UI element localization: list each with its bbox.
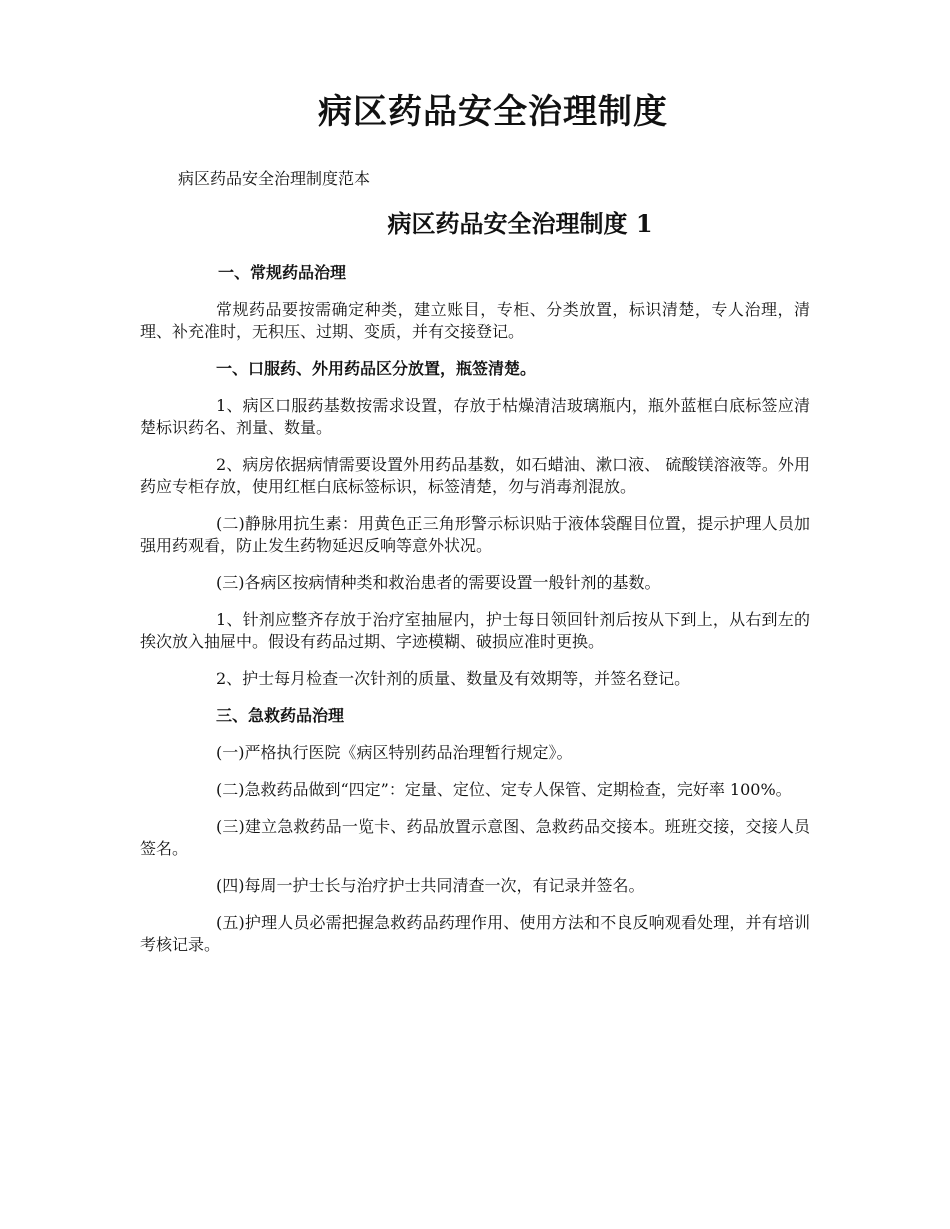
document-subtitle: 病区药品安全治理制度范本 xyxy=(178,169,371,188)
body-paragraph: (三)建立急救药品一览卡、药品放置示意图、急救药品交接本。班班交接，交接人员签名。 xyxy=(140,817,810,858)
section-heading: 一、口服药、外用药品区分放置，瓶签清楚。 xyxy=(216,359,537,378)
document-body xyxy=(140,262,810,971)
body-paragraph: (二)急救药品做到“四定”：定量、定位、定专人保管、定期检查，完好率 100%。 xyxy=(216,780,792,799)
body-paragraph: (五)护理人员必需把握急救药品药理作用、使用方法和不良反响观看处理，并有培训考核记录。 xyxy=(140,913,810,954)
body-paragraph: (二)静脉用抗生素：用黄色正三角形警示标识贴于液体袋醒目位置，提示护理人员加强用药观看，防止发生药物延迟反响等意外状况。 xyxy=(140,514,810,555)
body-paragraph: (四)每周一护士长与治疗护士共同清查一次，有记录并签名。 xyxy=(216,876,645,895)
section-heading: 一、常规药品治理 xyxy=(218,263,347,282)
body-paragraph: 2、病房依据病情需要设置外用药品基数，如石蜡油、漱口液、 硫酸镁溶液等。外用药应专柜存放，使用红框白底标签标识，标签清楚，勿与消毒剂混放。 xyxy=(140,455,810,496)
body-paragraph: 常规药品要按需确定种类，建立账目，专柜、分类放置，标识清楚，专人治理，清理、补充准时，无积压、过期、变质，并有交接登记。 xyxy=(140,300,810,341)
body-paragraph: (一)严格执行医院《病区特别药品治理暂行规定》。 xyxy=(216,743,573,762)
section-heading: 三、急救药品治理 xyxy=(216,706,345,725)
document-title: 病区药品安全治理制度 xyxy=(318,92,668,132)
body-paragraph: 1、病区口服药基数按需求设置，存放于枯燥清洁玻璃瓶内，瓶外蓝框白底标签应清楚标识药名、剂量、数量。 xyxy=(140,396,810,437)
body-paragraph: 1、针剂应整齐存放于治疗室抽屉内，护士每日领回针剂后按从下到上，从右到左的挨次放入抽屉中。假设有药品过期、字迹模糊、破损应准时更换。 xyxy=(140,610,810,651)
body-paragraph: 2、护士每月检查一次针剂的质量、数量及有效期等，并签名登记。 xyxy=(216,669,691,688)
body-paragraph: (三)各病区按病情种类和救治患者的需要设置一般针剂的基数。 xyxy=(216,573,661,592)
section-title: 病区药品安全治理制度 1 xyxy=(387,209,653,238)
